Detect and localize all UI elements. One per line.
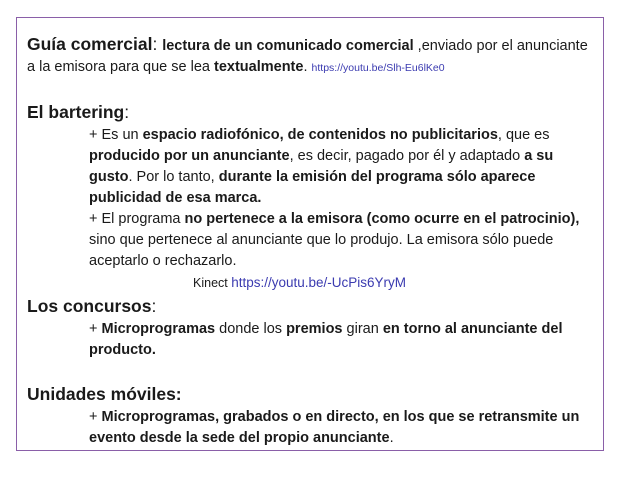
moviles-title: Unidades móviles:	[27, 384, 182, 404]
bartering-p1-t1: + Es un	[89, 127, 143, 143]
concursos-t1: +	[89, 321, 102, 337]
bartering-p1-b1: espacio radiofónico, de contenidos no publicitarios	[142, 127, 498, 143]
bartering-p2-t1: + El programa	[89, 211, 185, 227]
guia-bold-2: textualmente	[214, 59, 304, 75]
concursos-t3: giran	[342, 321, 383, 337]
moviles-t1: +	[89, 409, 102, 425]
concursos-b2: premios	[286, 321, 343, 337]
bartering-p2-b1: no pertenece a la emisora (como ocurre en el patrocinio),	[184, 211, 580, 227]
concursos-b3: en torno al anunciante del producto.	[89, 321, 563, 358]
bartering-p1-b4: durante la emisión del programa sólo aparece publicidad de esa marca.	[89, 169, 536, 206]
bartering-p1-t3: , es decir, pagado por él y adaptado	[289, 148, 525, 164]
bartering-title: El bartering	[27, 102, 125, 122]
concursos-t2: donde los	[215, 321, 287, 337]
bartering-p1-b3: a su gusto	[89, 148, 554, 185]
bartering-heading	[27, 100, 597, 125]
bartering-colon: :	[124, 102, 130, 122]
guia-bold-1: lectura de un comunicado comercial	[162, 38, 414, 54]
guia-video-link[interactable]: https://youtu.be/Slh-Eu6lKe0	[311, 62, 445, 74]
moviles-t2: .	[389, 430, 394, 446]
concursos-b1: Microprogramas	[101, 321, 216, 337]
concursos-colon: :	[151, 296, 157, 316]
bartering-paragraph-2	[27, 209, 597, 272]
moviles-b1: Microprogramas, grabados o en directo, en los que se retransmite un evento desde la sede del propio anunciante	[89, 409, 580, 446]
slide-content-box	[16, 17, 604, 451]
bartering-p1-t4: . Por lo tanto,	[128, 169, 219, 185]
guia-comercial-paragraph	[27, 32, 597, 79]
concursos-title: Los concursos	[27, 296, 152, 316]
kinect-line	[27, 272, 597, 294]
kinect-label: Kinect	[193, 276, 232, 290]
bartering-p2-t2: sino que pertenece al anunciante que lo produjo. La emisora sólo puede aceptarlo o rechazarlo.	[89, 232, 554, 269]
guia-comercial-title: Guía comercial	[27, 34, 153, 54]
concursos-heading	[27, 294, 597, 319]
guia-sep: :	[152, 34, 163, 54]
guia-text-2: .	[303, 59, 312, 75]
guia-text-1: ,enviado por el anunciante a la emisora para que se lea	[27, 38, 588, 75]
kinect-video-link[interactable]: https://youtu.be/-UcPis6YryM	[231, 275, 407, 290]
concursos-paragraph	[27, 319, 597, 361]
bartering-paragraph-1	[27, 125, 597, 209]
moviles-heading	[27, 382, 597, 407]
bartering-p1-t2: , que es	[497, 127, 550, 143]
moviles-paragraph	[27, 407, 597, 449]
bartering-p1-b2: producido por un anunciante	[89, 148, 290, 164]
